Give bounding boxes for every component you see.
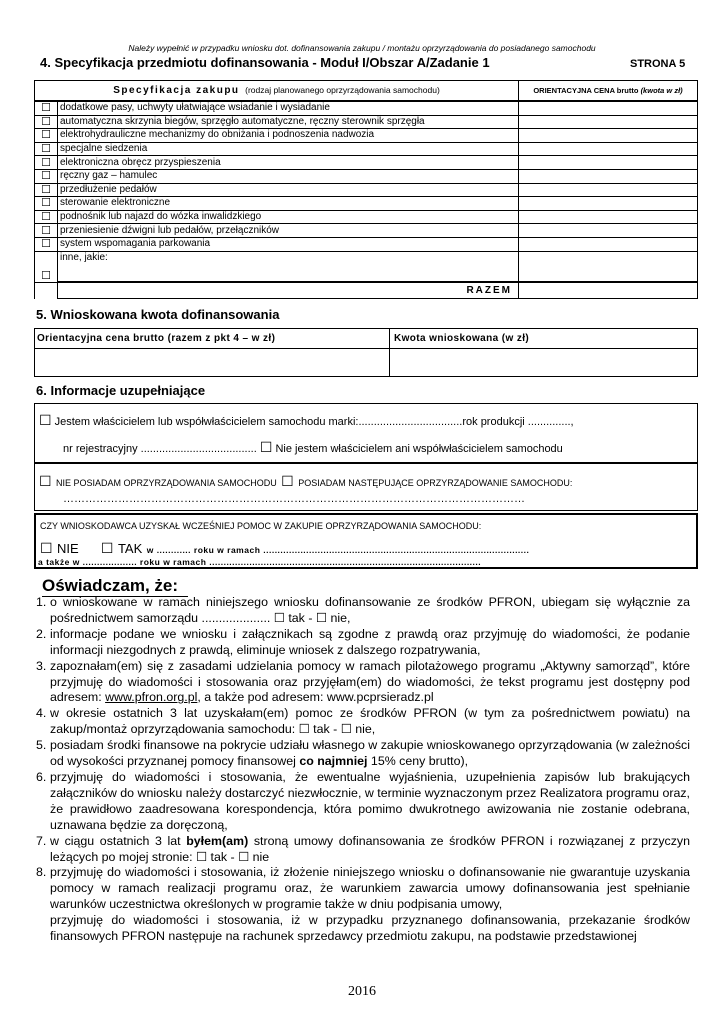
prior-help-no-checkbox[interactable]: ☐	[40, 540, 53, 556]
spec-row-label: inne, jakie:	[58, 251, 519, 282]
prior-help-year-line1[interactable]: w ............ roku w ramach .............................................................................................	[146, 545, 530, 555]
spec-row-price-field[interactable]	[519, 156, 698, 170]
spec-row-price-field[interactable]	[519, 129, 698, 143]
price-column-sub: (kwota w zł)	[640, 85, 683, 95]
price-column-label: ORIENTACYJNA CENA brutto	[533, 85, 639, 95]
spec-row-label: ręczny gaz – hamulec	[58, 169, 519, 183]
prior-help-question: CZY WNIOSKODAWCA UZYSKAŁ WCZEŚNIEJ POMOC W ZAKUPIE OPRZYRZĄDOWANIA SAMOCHODU:	[40, 521, 482, 531]
section4-title: 4. Specyfikacja przedmiotu dofinansowania - Moduł I/Obszar A/Zadanie 1	[40, 55, 490, 70]
declaration-item-number: 1.	[36, 595, 47, 609]
declaration-item-number: 8.	[36, 865, 47, 880]
spec-row-checkbox[interactable]: ☐	[35, 183, 58, 197]
declaration-item	[36, 738, 690, 770]
owner-checkbox[interactable]: ☐	[39, 412, 52, 428]
declaration-item-text: o wnioskowane w ramach niniejszego wniosku dofinansowanie ze środków PFRON, ubiegam się wyłącznie za pośrednictwem samorządu .................... ☐ tak - ☐ nie,	[50, 595, 690, 625]
owner-text: Jestem właścicielem lub współwłaścicielem samochodu marki:..................................rok produkcji ..............,	[54, 416, 574, 428]
spec-row-price-field[interactable]	[519, 142, 698, 156]
spec-row-price-field[interactable]	[519, 251, 698, 282]
specification-header-row	[35, 81, 698, 102]
no-equipment-text: NIE POSIADAM OPRZYRZĄDOWANIA SAMOCHODU	[56, 478, 277, 488]
spec-row-label: system wspomagania parkowania	[58, 237, 519, 251]
spec-row	[35, 237, 698, 251]
spec-row-label: przeniesienie dźwigni lub pedałów, przełączników	[58, 224, 519, 238]
amount-table	[34, 328, 698, 377]
spec-row-label: dodatkowe pasy, uchwyty ułatwiające wsiadanie i wysiadanie	[58, 101, 519, 115]
prior-help-yes-checkbox[interactable]: ☐	[100, 540, 114, 556]
declaration-item-text: informacje podane we wniosku i załącznikach są zgodne z prawdą oraz przyjmuję do wiadomości, że podanie informacji niezgodnych z prawdą, eliminuje wniosek z dalszego rozpatrywania,	[50, 626, 690, 657]
spec-row	[35, 156, 698, 170]
declaration-item	[36, 595, 690, 627]
spec-row-label: elektroniczna obręcz przyspieszenia	[58, 156, 519, 170]
spec-row-checkbox[interactable]: ☐	[35, 210, 58, 224]
spec-row-checkbox[interactable]: ☐	[35, 237, 58, 251]
declaration-item-text: przyjmuję do wiadomości i stosowania, że ewentualne wyjaśnienia, uzupełnienia zapisów lub brakujących załączników do wniosku należy dostarczyć niezwłocznie, w terminie wyznaczonym przez Realizatora programu oraz, że prawidłowo zaadresowana korespondencja, która pomimo dwukrotnego awizowania nie zostanie odebrana, uznawana będzie za doręczoną,	[50, 769, 690, 832]
spec-row-checkbox[interactable]: ☐	[35, 129, 58, 143]
total-value-cell[interactable]	[519, 282, 698, 299]
spec-row	[35, 183, 698, 197]
page-label: STRONA 5	[630, 58, 686, 70]
declaration-item	[36, 834, 690, 866]
equipment-line	[39, 473, 572, 491]
specification-table	[34, 80, 698, 299]
prior-help-yes-label: TAK	[117, 541, 143, 556]
no-equipment-checkbox[interactable]: ☐	[39, 473, 52, 489]
spec-row-label: elektrohydrauliczne mechanizmy do obniżania i podnoszenia nadwozia	[58, 129, 519, 143]
registration-text: nr rejestracyjny ......................................	[63, 443, 257, 455]
prior-help-answer-line	[40, 540, 529, 558]
ownership-box	[34, 403, 698, 463]
spec-row-checkbox[interactable]: ☐	[35, 251, 58, 282]
declaration-item-text: w ciągu ostatnich 3 lat byłem(am) stroną umowy dofinansowania ze środków PFRON i rozwiązanej z przyczyn leżących po mojej stronie: ☐ tak - ☐ nie	[50, 833, 690, 864]
prior-help-box	[34, 513, 698, 569]
declaration-item-number: 5.	[36, 738, 47, 753]
declaration-list	[36, 595, 690, 945]
section5-title: 5. Wnioskowana kwota dofinansowania	[36, 307, 280, 322]
spec-row-price-field[interactable]	[519, 169, 698, 183]
declaration-item	[36, 913, 690, 945]
not-owner-text: Nie jestem właścicielem ani współwłaścicielem samochodu	[275, 443, 563, 455]
spec-row-price-field[interactable]	[519, 183, 698, 197]
spec-column-label: Specyfikacja zakupu	[113, 85, 240, 96]
has-equipment-text: POSIADAM NASTĘPUJĄCE OPRZYRZĄDOWANIE SAMOCHODU:	[298, 478, 573, 488]
price-column-header	[519, 81, 698, 102]
spec-row-price-field[interactable]	[519, 101, 698, 115]
estimated-price-header: Orientacyjna cena brutto (razem z pkt 4 – w zł)	[35, 329, 390, 349]
declaration-item	[36, 865, 690, 913]
equipment-box	[34, 463, 698, 511]
declaration-item	[36, 770, 690, 834]
declaration-item-text: w okresie ostatnich 3 lat uzyskałam(em) pomoc ze środków PFRON (w tym za pośrednictwem powiatu) na zakup/montaż oprzyrządowania samochodu: ☐ tak - ☐ nie,	[50, 706, 690, 737]
estimated-price-field[interactable]	[35, 349, 390, 377]
spec-row-price-field[interactable]	[519, 115, 698, 129]
declaration-item-number: 6.	[36, 769, 47, 784]
not-owner-checkbox[interactable]: ☐	[259, 439, 273, 455]
spec-row-label: specjalne siedzenia	[58, 142, 519, 156]
spec-row-checkbox[interactable]: ☐	[35, 197, 58, 211]
requested-amount-header: Kwota wnioskowana (w zł)	[390, 329, 698, 349]
requested-amount-field[interactable]	[390, 349, 698, 377]
declaration-item-number: 4.	[36, 706, 47, 721]
spec-row	[35, 210, 698, 224]
spec-row-checkbox[interactable]: ☐	[35, 101, 58, 115]
spec-row-checkbox[interactable]: ☐	[35, 115, 58, 129]
footer-year: 2016	[348, 984, 376, 999]
spec-row-price-field[interactable]	[519, 237, 698, 251]
spec-row-label: sterowanie elektroniczne	[58, 197, 519, 211]
spec-row	[35, 101, 698, 115]
declaration-item-text: przyjmuję do wiadomości i stosowania, iż w przypadku przyznanego dofinansowania, przekazanie środków finansowych PFRON następuje na rachunek sprzedawcy przedmiotu zakupu, na podstawie przedstawionej	[50, 913, 690, 944]
total-row	[35, 282, 698, 299]
spec-row-price-field[interactable]	[519, 224, 698, 238]
declaration-item-text: posiadam środki finansowe na pokrycie udziału własnego w zakupie wnioskowanego oprzyrządowania (w zależności od wysokości przyznanej pomocy finansowej co najmniej 15% ceny brutto),	[50, 738, 690, 769]
spec-row	[35, 197, 698, 211]
spec-row	[35, 115, 698, 129]
spec-row	[35, 169, 698, 183]
prior-help-no-label: NIE	[57, 541, 79, 556]
equipment-dots-line[interactable]: ………………………………………………………………………………………………………………	[63, 493, 525, 505]
spec-row-label: podnośnik lub najazd do wózka inwalidzkiego	[58, 210, 519, 224]
declaration-item-number: 7.	[36, 833, 47, 848]
section6-title: 6. Informacje uzupełniające	[36, 383, 206, 398]
spec-row-checkbox[interactable]: ☐	[35, 156, 58, 170]
spec-row	[35, 224, 698, 238]
spec-row-price-field[interactable]	[519, 210, 698, 224]
prior-help-year-line2[interactable]: a także w ................... roku w ramach ...............................................................................................	[38, 557, 482, 567]
declaration-item	[36, 627, 690, 659]
spec-row-label: automatyczna skrzynia biegów, sprzęgło automatyczne, ręczny sterownik sprzęgła	[58, 115, 519, 129]
spec-row	[35, 142, 698, 156]
spec-column-sub: (rodzaj planowanego oprzyrządowania samochodu)	[245, 85, 440, 95]
spec-row	[35, 129, 698, 143]
total-label: RAZEM	[58, 282, 519, 299]
spec-row-checkbox[interactable]: ☐	[35, 142, 58, 156]
registration-line	[63, 440, 563, 455]
declaration-item-number: 2.	[36, 626, 47, 641]
spec-column-header	[35, 81, 519, 102]
declaration-item-text: zapoznałam(em) się z zasadami udzielania pomocy w ramach pilotażowego programu „Aktywny samorząd”, które przyjmuję do wiadomości i stosowania oraz przyjęłam(em) do wiadomości, że tekst programu jest dostępny pod adresem: www.pfron.org.pl, a także pod adresem: www.pcprsieradz.pl	[50, 658, 690, 705]
fill-instruction-note: Należy wypełnić w przypadku wniosku dot. dofinansowania zakupu / montażu oprzyrządowania do posiadanego samochodu	[128, 43, 596, 53]
declaration-item	[36, 706, 690, 738]
spec-row-label: przedłużenie pedałów	[58, 183, 519, 197]
spec-row-price-field[interactable]	[519, 197, 698, 211]
declaration-item-text: przyjmuję do wiadomości i stosowania, iż złożenie niniejszego wniosku o dofinansowanie nie gwarantuje uzyskania pomocy w ramach realizacji programu oraz, że warunkiem zawarcia umowy dofinansowania jest spełnianie warunków uczestnictwa określonych w programie także w dniu podpisania umowy,	[50, 865, 690, 912]
declaration-item-number: 3.	[36, 658, 47, 673]
declaration-title: Oświadczam, że:	[42, 576, 179, 595]
spec-row-checkbox[interactable]: ☐	[35, 169, 58, 183]
declaration-item	[36, 659, 690, 707]
spec-row-checkbox[interactable]: ☐	[35, 224, 58, 238]
owner-line	[39, 413, 574, 428]
spec-row	[35, 251, 698, 282]
has-equipment-checkbox[interactable]: ☐	[281, 473, 294, 489]
